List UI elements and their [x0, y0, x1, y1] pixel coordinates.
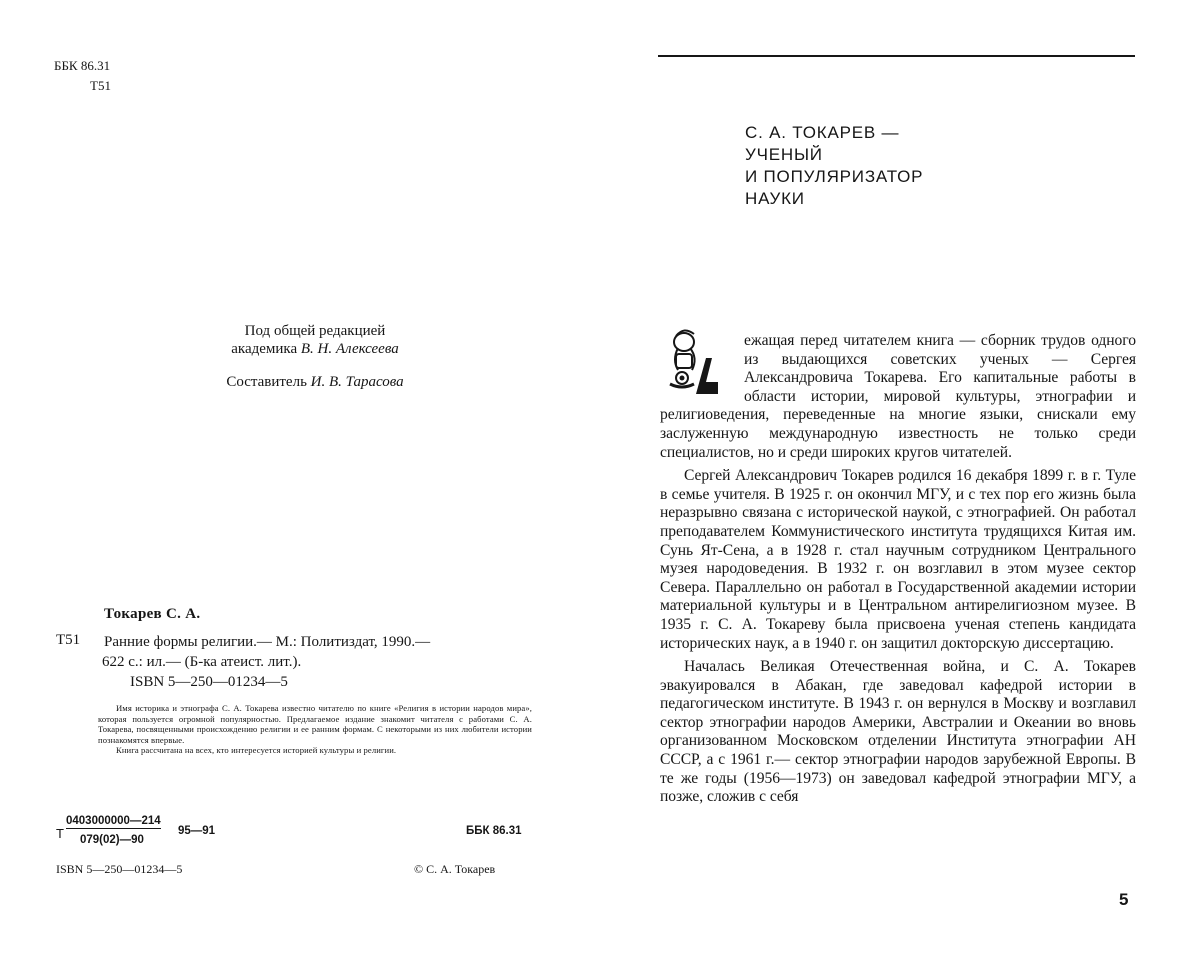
title-line: С. А. ТОКАРЕВ — — [745, 123, 900, 142]
catalog-author: Токарев С. А. — [104, 606, 201, 622]
page-number: 5 — [1119, 890, 1129, 909]
editor-credit — [150, 322, 480, 358]
editor-line: Под общей редакцией — [244, 323, 386, 339]
title-line: УЧЕНЫЙ — [745, 145, 823, 164]
compiler-credit: Составитель И. В. Тарасова — [226, 374, 404, 390]
editor-name: В. Н. Алексеева — [300, 341, 399, 357]
formula-year: 95—91 — [178, 825, 216, 837]
title-line: НАУКИ — [745, 189, 805, 208]
chapter-body — [660, 332, 1136, 812]
formula-letter: Т — [56, 826, 64, 841]
title-line: И ПОПУЛЯРИЗАТОР — [745, 167, 924, 186]
body-paragraph: Сергей Александрович Токарев родился 16 декабря 1899 г. в г. Туле в семье учителя. В 1925 г. он окончил МГУ, и с тех пор его жизнь была неразрывно связана с исторической наукой, с этнографией. Он работал преподавателем Коммунистического института трудящихся Китая им. Сунь Ят-Сена, а в 1928 г. стал научным сотрудником Центрального музея народоведения. В 1932 г. он возглавил в этом музее сектор Севера. Параллельно он работал в Государственной академии истории материальной культуры и в Центральном антирелигиозном музее. В 1935 г. С. А. Токареву была присвоена ученая степень кандидата исторических наук, а в 1940 г. он защитил докторскую диссертацию. — [660, 467, 1136, 652]
catalog-description — [104, 632, 430, 692]
catalog-line: Ранние формы религии.— М.: Политиздат, 1990.— — [104, 634, 431, 650]
bbk-code: ББК 86.31 — [54, 58, 111, 73]
header-rule — [658, 55, 1135, 57]
body-paragraph: Началась Великая Отечественная война, и С. А. Токарев эвакуировался в Абакан, где заведовал кафедрой истории в педагогическом институте. В 1943 г. он вернулся в Москву и возглавил сектор этнографии народов Америки, Австралии и Океании во вновь организованном Московском отделении Института этнографии АН СССР, а с 1961 г.— сектор этнографии народов зарубежной Европы. В те же годы (1956—1973) он заведовал кафедрой этнографии МГУ, а позже, сложив с себя — [660, 658, 1136, 806]
formula-denominator: 079(02)—90 — [80, 834, 144, 846]
copyright-notice: © С. А. Токарев — [414, 862, 496, 876]
editor-name-line: академика В. Н. Алексеева — [231, 341, 399, 357]
chapter-title — [745, 122, 923, 210]
catalog-line: 622 с.: ил.— (Б-ка атеист. лит.). — [102, 654, 302, 670]
compiler-name: И. В. Тарасова — [310, 374, 404, 390]
annotation-paragraph: Книга рассчитана на всех, кто интересуется историей культуры и религии. — [116, 745, 397, 755]
isbn-bottom: ISBN 5—250—01234—5 — [56, 862, 183, 876]
catalog-isbn: ISBN 5—250—01234—5 — [130, 674, 288, 690]
formula-numerator: 0403000000—214 — [66, 815, 161, 827]
catalog-code: Т51 — [56, 632, 81, 648]
bbk-bottom: ББК 86.31 — [466, 825, 522, 837]
author-sign: Т51 — [90, 78, 111, 93]
bbk-classification — [54, 56, 111, 96]
body-paragraph: ежащая перед читателем книга — сборник трудов одного из выдающихся советских ученых — Сергея Александровича Токарева. Его капитальные работы в области истории, мировой культуры, этнографии и религиоведения, переведенные на многие языки, снискали ему заслуженную международную известность не только среди специалистов, но и среди широких кругов читателей. — [660, 332, 1136, 461]
book-annotation — [98, 703, 532, 756]
annotation-paragraph: Имя историка и этнографа С. А. Токарева известно читателю по книге «Религия в истории народов мира», которая пользуется огромной популярностью. Предлагаемое издание знакомит читателя с работами С. А. Токарева, посвященными происхождению религии и ее ранним формам. С некоторыми из них любители истории познакомятся впервые. — [98, 703, 532, 745]
